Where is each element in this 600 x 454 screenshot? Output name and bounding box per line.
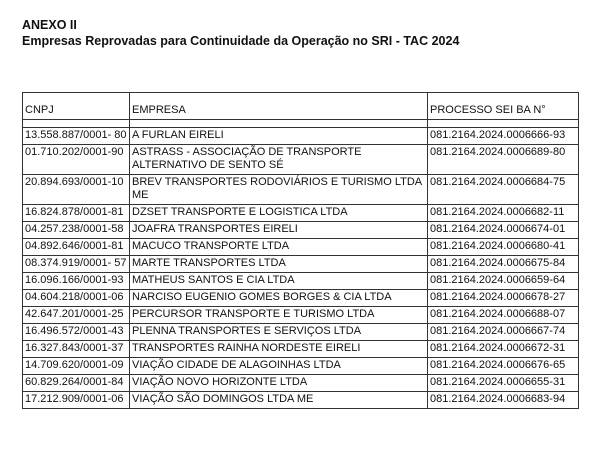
table-row	[23, 358, 579, 375]
cnpj-cell: 08.374.919/0001- 57	[23, 256, 130, 273]
empresa-cell: NARCISO EUGENIO GOMES BORGES & CIA LTDA	[130, 290, 428, 307]
cnpj-cell: 20.894.693/0001-10	[23, 175, 130, 205]
empresa-cell: ASTRASS - ASSOCIAÇÃO DE TRANSPORTE ALTERNATIVO DE SENTO SÉ	[130, 145, 428, 175]
processo-cell: 081.2164.2024.0006689-80	[428, 145, 579, 175]
processo-cell: 081.2164.2024.0006666-93	[428, 128, 579, 145]
empresa-cell: JOAFRA TRANSPORTES EIRELI	[130, 222, 428, 239]
cnpj-cell: 17.212.909/0001-06	[23, 392, 130, 409]
processo-cell: 081.2164.2024.0006688-07	[428, 307, 579, 324]
empresa-cell: MACUCO TRANSPORTE LTDA	[130, 239, 428, 256]
spacer-cell	[23, 120, 130, 128]
table-row	[23, 145, 579, 175]
column-header-processo: PROCESSO SEI BA N°	[428, 93, 579, 120]
processo-cell: 081.2164.2024.0006684-75	[428, 175, 579, 205]
annex-title: ANEXO II	[22, 18, 77, 32]
cnpj-cell: 04.892.646/0001-81	[23, 239, 130, 256]
empresa-cell: MATHEUS SANTOS E CIA LTDA	[130, 273, 428, 290]
empresa-cell: VIAÇÃO NOVO HORIZONTE LTDA	[130, 375, 428, 392]
table-row	[23, 205, 579, 222]
table-row	[23, 256, 579, 273]
cnpj-cell: 01.710.202/0001-90	[23, 145, 130, 175]
processo-cell: 081.2164.2024.0006674-01	[428, 222, 579, 239]
empresa-cell: PERCURSOR TRANSPORTE E TURISMO LTDA	[130, 307, 428, 324]
cnpj-cell: 04.257.238/0001-58	[23, 222, 130, 239]
cnpj-cell: 04.604.218/0001-06	[23, 290, 130, 307]
processo-cell: 081.2164.2024.0006680-41	[428, 239, 579, 256]
column-header-cnpj: CNPJ	[23, 93, 130, 120]
table-row	[23, 128, 579, 145]
table-row	[23, 290, 579, 307]
processo-cell: 081.2164.2024.0006675-84	[428, 256, 579, 273]
cnpj-cell: 16.096.166/0001-93	[23, 273, 130, 290]
table-row	[23, 324, 579, 341]
processo-cell: 081.2164.2024.0006655-31	[428, 375, 579, 392]
empresa-cell: DZSET TRANSPORTE E LOGISTICA LTDA	[130, 205, 428, 222]
processo-cell: 081.2164.2024.0006683-94	[428, 392, 579, 409]
table-row	[23, 175, 579, 205]
table-row	[23, 392, 579, 409]
table-row	[23, 375, 579, 392]
cnpj-cell: 14.709.620/0001-09	[23, 358, 130, 375]
cnpj-cell: 42.647.201/0001-25	[23, 307, 130, 324]
cnpj-cell: 16.824.878/0001-81	[23, 205, 130, 222]
empresa-cell: PLENNA TRANSPORTES E SERVIÇOS LTDA	[130, 324, 428, 341]
table-spacer-row	[23, 120, 579, 128]
cnpj-cell: 60.829.264/0001-84	[23, 375, 130, 392]
empresa-cell: TRANSPORTES RAINHA NORDESTE EIRELI	[130, 341, 428, 358]
processo-cell: 081.2164.2024.0006682-11	[428, 205, 579, 222]
document-subtitle: Empresas Reprovadas para Continuidade da Operação no SRI - TAC 2024	[22, 34, 460, 48]
empresa-cell: BREV TRANSPORTES RODOVIÁRIOS E TURISMO LTDA ME	[130, 175, 428, 205]
cnpj-cell: 13.558.887/0001- 80	[23, 128, 130, 145]
processo-cell: 081.2164.2024.0006667-74	[428, 324, 579, 341]
cnpj-cell: 16.496.572/0001-43	[23, 324, 130, 341]
processo-cell: 081.2164.2024.0006676-65	[428, 358, 579, 375]
column-header-empresa: EMPRESA	[130, 93, 428, 120]
empresa-cell: VIAÇÃO CIDADE DE ALAGOINHAS LTDA	[130, 358, 428, 375]
document-heading	[22, 17, 459, 49]
table-row	[23, 341, 579, 358]
empresa-cell: MARTE TRANSPORTES LTDA	[130, 256, 428, 273]
table-row	[23, 273, 579, 290]
table-row	[23, 222, 579, 239]
companies-table	[22, 92, 579, 409]
table-row	[23, 239, 579, 256]
table-header-row	[23, 93, 579, 120]
spacer-cell	[130, 120, 428, 128]
processo-cell: 081.2164.2024.0006659-64	[428, 273, 579, 290]
processo-cell: 081.2164.2024.0006672-31	[428, 341, 579, 358]
processo-cell: 081.2164.2024.0006678-27	[428, 290, 579, 307]
table-row	[23, 307, 579, 324]
empresa-cell: VIAÇÃO SÃO DOMINGOS LTDA ME	[130, 392, 428, 409]
cnpj-cell: 16.327.843/0001-37	[23, 341, 130, 358]
spacer-cell	[428, 120, 579, 128]
empresa-cell: A FURLAN EIRELI	[130, 128, 428, 145]
